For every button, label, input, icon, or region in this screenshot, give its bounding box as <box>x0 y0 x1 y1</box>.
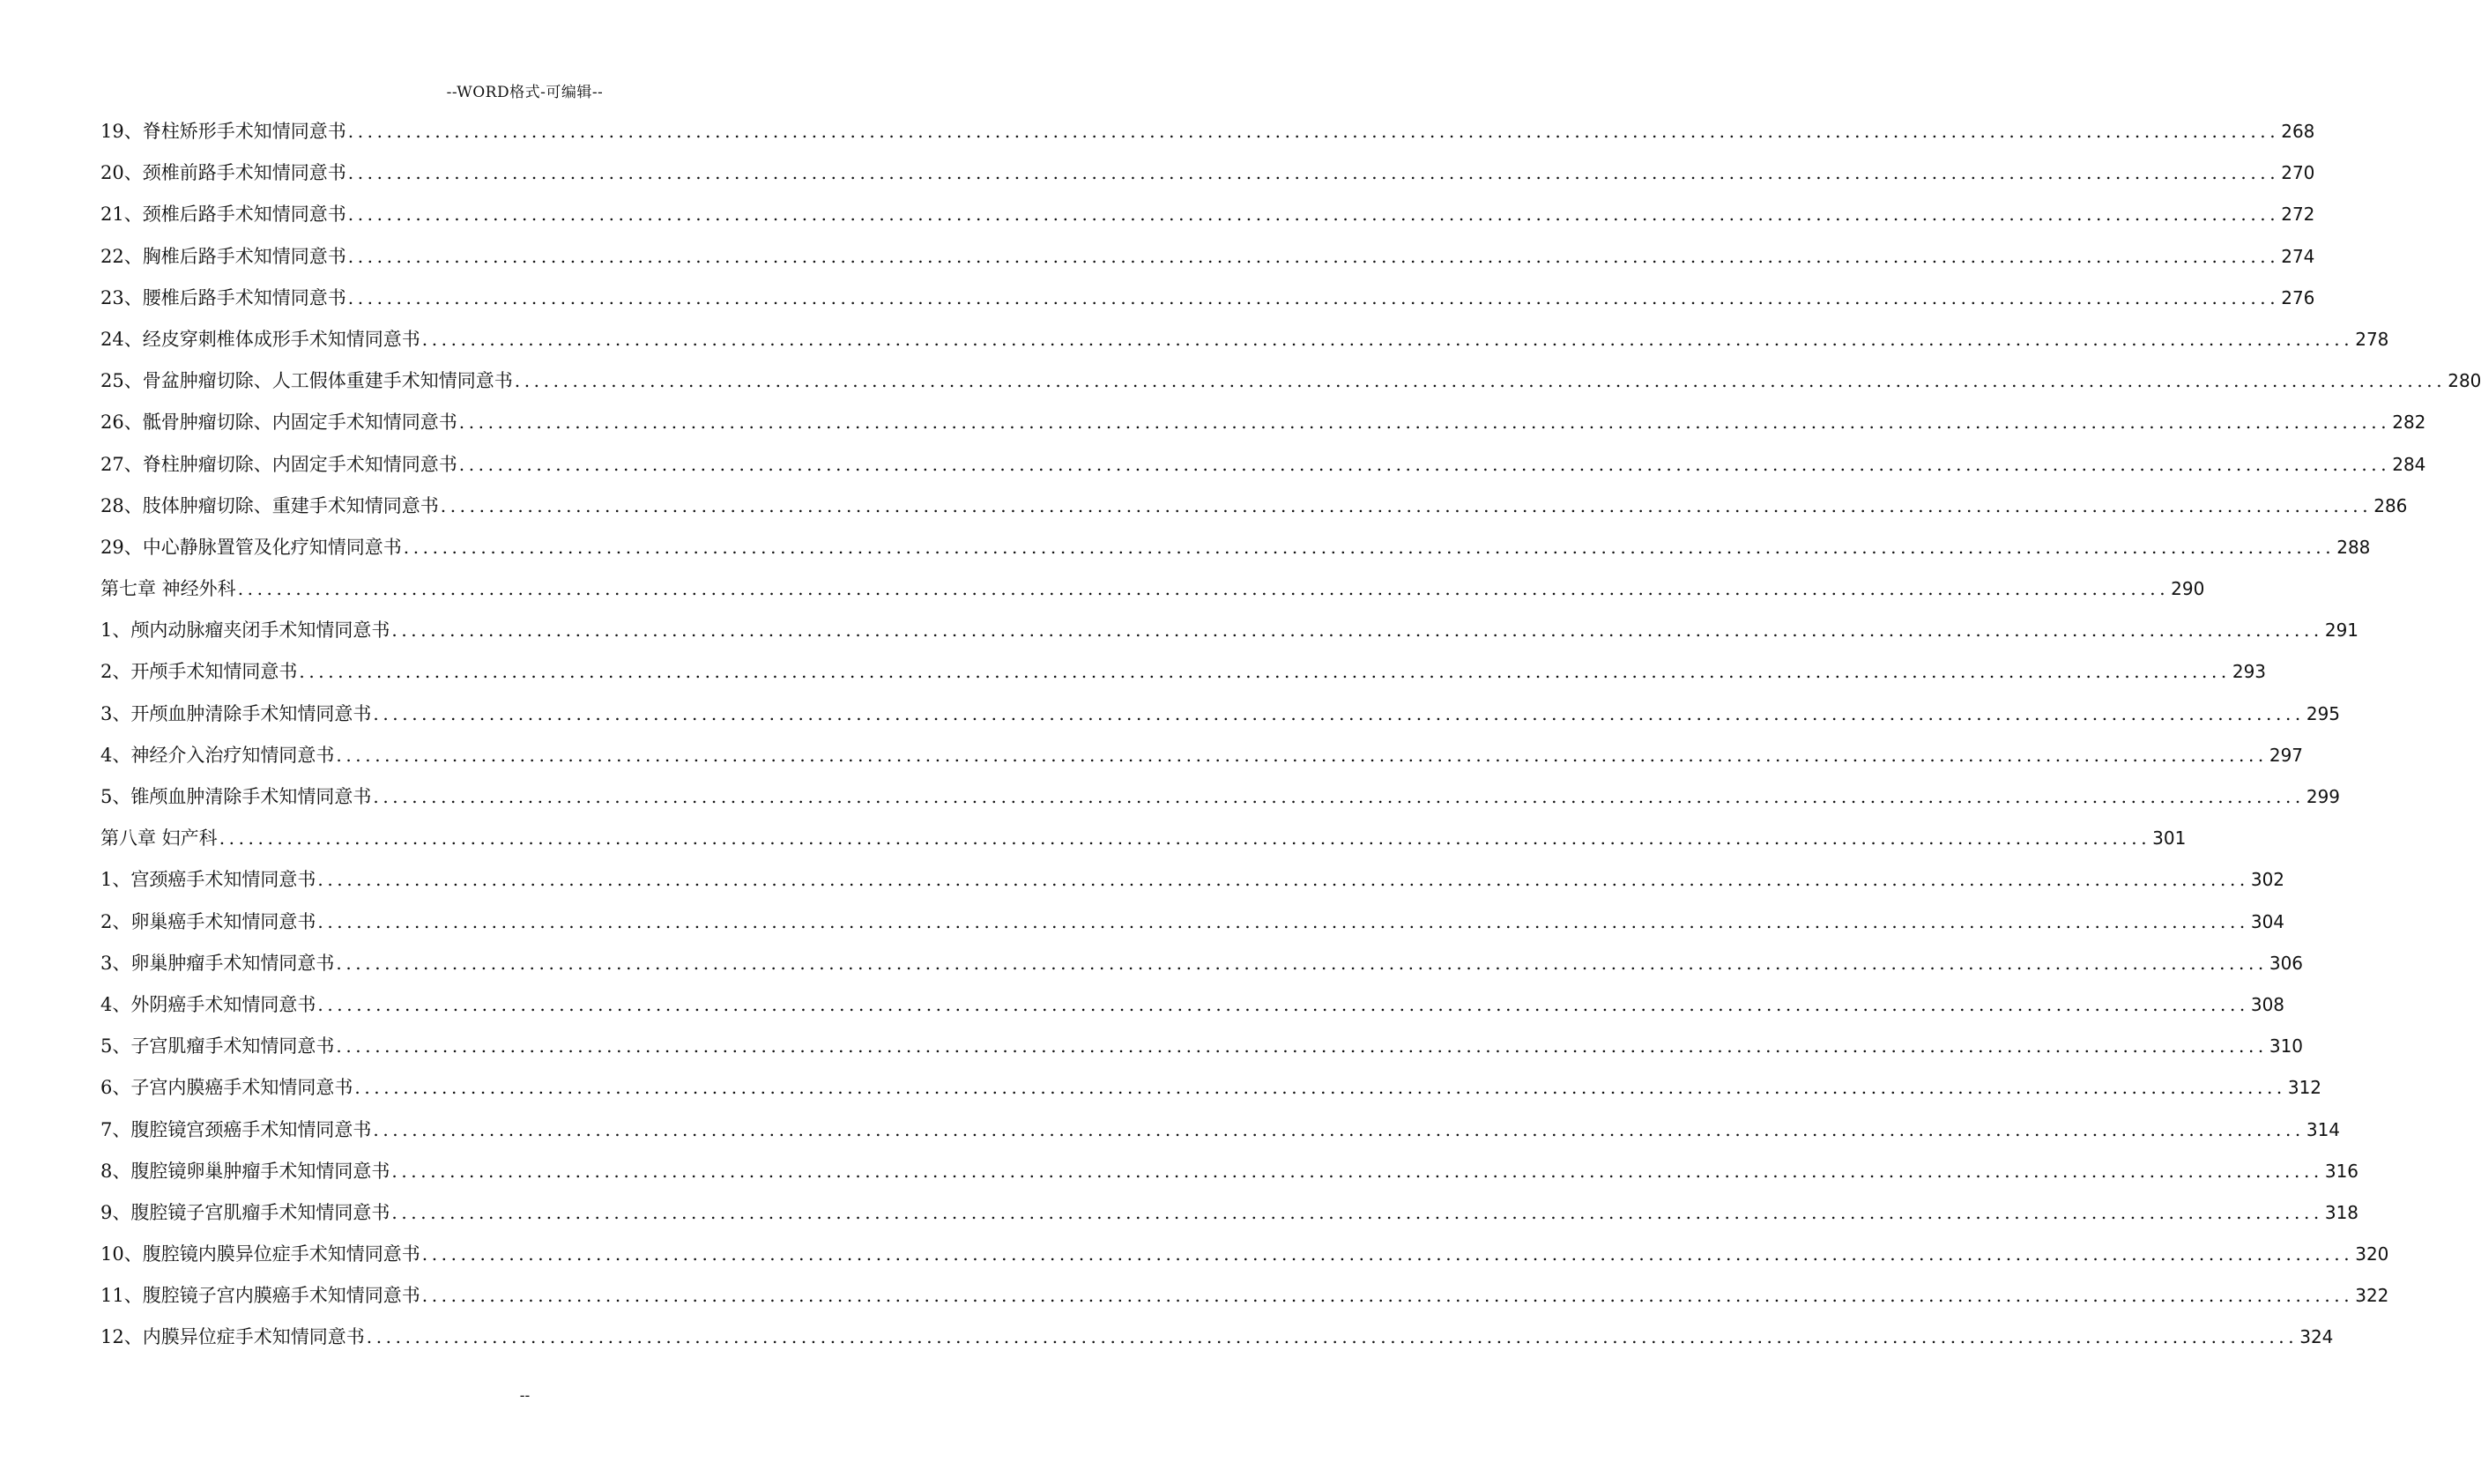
toc-entry-page-number: 293 <box>2232 661 2267 683</box>
toc-entry-page-number: 297 <box>2269 744 2304 766</box>
toc-leader-dots: ........................................................................................................................................................................................................ <box>373 702 2305 724</box>
toc-entry-page-number: 308 <box>2250 993 2285 1015</box>
toc-entry-page-number: 312 <box>2287 1077 2322 1099</box>
toc-entry-title: 1、颅内动脉瘤夹闭手术知情同意书 <box>100 620 390 642</box>
toc-entry-title: 12、内膜异位症手术知情同意书 <box>100 1326 365 1348</box>
toc-entry-title: 11、腹腔镜子宫内膜癌手术知情同意书 <box>100 1285 420 1307</box>
toc-entry-page-number: 306 <box>2269 952 2304 974</box>
toc-entry-title: 23、腰椎后路手术知情同意书 <box>100 286 346 308</box>
toc-entry-title: 1、宫颈癌手术知情同意书 <box>100 869 316 891</box>
toc-leader-dots: ........................................................................................................................................................................................................ <box>421 328 2354 350</box>
toc-entry-title: 9、腹腔镜子宫肌瘤手术知情同意书 <box>100 1201 390 1223</box>
toc-entry-title: 24、经皮穿刺椎体成形手术知情同意书 <box>100 328 420 350</box>
toc-entry[interactable] <box>100 325 2389 367</box>
toc-entry-title: 6、子宫内膜癌手术知情同意书 <box>100 1077 353 1099</box>
toc-entry-title: 4、外阴癌手术知情同意书 <box>100 993 316 1015</box>
toc-leader-dots: ........................................................................................................................................................................................................ <box>514 370 2447 392</box>
toc-entry[interactable] <box>100 657 2267 699</box>
toc-entry[interactable] <box>100 533 2371 575</box>
toc-leader-dots: ........................................................................................................................................................................................................ <box>391 620 2323 642</box>
toc-entry[interactable] <box>100 700 2341 741</box>
toc-leader-dots: ........................................................................................................................................................................................................ <box>347 286 2280 308</box>
toc-entry-page-number: 278 <box>2355 328 2389 350</box>
toc-entry-page-number: 270 <box>2281 162 2315 184</box>
toc-entry[interactable] <box>100 783 2341 824</box>
toc-entry-page-number: 290 <box>2171 578 2205 600</box>
toc-leader-dots: ........................................................................................................................................................................................................ <box>219 827 2151 850</box>
toc-entry-title: 7、腹腔镜宫颈癌手术知情同意书 <box>100 1118 372 1140</box>
toc-leader-dots: ........................................................................................................................................................................................................ <box>354 1077 2286 1099</box>
toc-entry-page-number: 274 <box>2281 245 2315 267</box>
toc-entry[interactable] <box>100 408 2426 449</box>
toc-entry[interactable] <box>100 492 2408 533</box>
toc-entry-page-number: 324 <box>2299 1326 2334 1348</box>
toc-entry-page-number: 314 <box>2306 1118 2341 1140</box>
toc-entry[interactable] <box>100 200 2315 241</box>
toc-entry-page-number: 302 <box>2250 869 2285 891</box>
toc-entry-title: 20、颈椎前路手术知情同意书 <box>100 162 346 184</box>
toc-leader-dots: ........................................................................................................................................................................................................ <box>373 786 2305 807</box>
toc-entry-title: 21、颈椎后路手术知情同意书 <box>100 204 346 226</box>
toc-leader-dots: ........................................................................................................................................................................................................ <box>299 661 2231 683</box>
toc-entry[interactable] <box>100 1032 2304 1073</box>
toc-leader-dots: ........................................................................................................................................................................................................ <box>391 1201 2323 1223</box>
toc-entry-page-number: 268 <box>2281 121 2315 142</box>
toc-entry-page-number: 276 <box>2281 286 2315 308</box>
toc-leader-dots: ........................................................................................................................................................................................................ <box>317 993 2249 1015</box>
toc-entry[interactable] <box>100 367 2481 408</box>
toc-entry-title: 2、开颅手术知情同意书 <box>100 661 298 683</box>
page-header: --WORD格式-可编辑-- <box>446 84 604 101</box>
toc-entry[interactable] <box>100 284 2315 325</box>
toc-entry-title: 5、锥颅血肿清除手术知情同意书 <box>100 786 372 807</box>
toc-leader-dots: ........................................................................................................................................................................................................ <box>391 1160 2323 1182</box>
toc-entry-page-number: 322 <box>2355 1285 2389 1307</box>
toc-leader-dots: ........................................................................................................................................................................................................ <box>347 204 2280 226</box>
toc-entry-title: 26、骶骨肿瘤切除、内固定手术知情同意书 <box>100 412 457 434</box>
toc-entry[interactable] <box>100 991 2285 1032</box>
toc-entry[interactable] <box>100 1240 2389 1281</box>
toc-entry-page-number: 320 <box>2355 1243 2389 1265</box>
toc-entry[interactable] <box>100 908 2285 949</box>
toc-entry[interactable] <box>100 949 2304 991</box>
toc-entry[interactable] <box>100 242 2315 284</box>
toc-entry-page-number: 272 <box>2281 204 2315 226</box>
toc-entry[interactable] <box>100 1281 2389 1323</box>
toc-entry-title: 10、腹腔镜内膜异位症手术知情同意书 <box>100 1243 420 1265</box>
toc-entry[interactable] <box>100 1198 2359 1240</box>
toc-entry[interactable] <box>100 616 2359 657</box>
toc-entry[interactable] <box>100 741 2304 783</box>
toc-entry-title: 第八章 妇产科 <box>100 827 218 850</box>
toc-leader-dots: ........................................................................................................................................................................................................ <box>421 1243 2354 1265</box>
toc-entry[interactable] <box>100 117 2315 159</box>
toc-leader-dots: ........................................................................................................................................................................................................ <box>373 1118 2305 1140</box>
toc-entry[interactable] <box>100 1116 2341 1157</box>
toc-entry-page-number: 282 <box>2392 412 2426 434</box>
toc-entry-title: 25、骨盆肿瘤切除、人工假体重建手术知情同意书 <box>100 370 513 392</box>
toc-leader-dots: ........................................................................................................................................................................................................ <box>403 536 2336 558</box>
page-footer: -- <box>519 1387 531 1405</box>
toc-entry-title: 3、开颅血肿清除手术知情同意书 <box>100 702 372 724</box>
table-of-contents <box>100 117 2481 1365</box>
toc-leader-dots: ........................................................................................................................................................................................................ <box>336 1035 2268 1057</box>
toc-entry-title: 3、卵巢肿瘤手术知情同意书 <box>100 952 335 974</box>
toc-entry[interactable] <box>100 575 2205 616</box>
toc-leader-dots: ........................................................................................................................................................................................................ <box>440 494 2373 516</box>
toc-entry-title: 22、胸椎后路手术知情同意书 <box>100 245 346 267</box>
toc-entry-title: 29、中心静脉置管及化疗知情同意书 <box>100 536 402 558</box>
toc-leader-dots: ........................................................................................................................................................................................................ <box>317 910 2249 932</box>
toc-entry-title: 28、肢体肿瘤切除、重建手术知情同意书 <box>100 494 439 516</box>
toc-entry-title: 2、卵巢癌手术知情同意书 <box>100 910 316 932</box>
toc-leader-dots: ........................................................................................................................................................................................................ <box>347 162 2280 184</box>
toc-entry-page-number: 301 <box>2152 827 2187 850</box>
toc-entry-page-number: 291 <box>2324 620 2359 642</box>
toc-entry-page-number: 310 <box>2269 1035 2304 1057</box>
toc-entry[interactable] <box>100 1073 2322 1115</box>
toc-entry-page-number: 316 <box>2324 1160 2359 1182</box>
toc-entry-title: 4、神经介入治疗知情同意书 <box>100 744 335 766</box>
toc-entry[interactable] <box>100 824 2187 865</box>
toc-leader-dots: ........................................................................................................................................................................................................ <box>237 578 2170 600</box>
toc-entry-page-number: 284 <box>2392 453 2426 475</box>
toc-entry[interactable] <box>100 1323 2334 1364</box>
toc-leader-dots: ........................................................................................................................................................................................................ <box>458 412 2391 434</box>
toc-entry-title: 27、脊柱肿瘤切除、内固定手术知情同意书 <box>100 453 457 475</box>
toc-entry[interactable] <box>100 159 2315 200</box>
toc-leader-dots: ........................................................................................................................................................................................................ <box>336 952 2268 974</box>
toc-entry-page-number: 299 <box>2306 786 2341 807</box>
toc-leader-dots: ........................................................................................................................................................................................................ <box>347 245 2280 267</box>
toc-leader-dots: ........................................................................................................................................................................................................ <box>347 121 2280 142</box>
toc-entry-page-number: 280 <box>2448 370 2481 392</box>
toc-entry[interactable] <box>100 865 2285 907</box>
toc-leader-dots: ........................................................................................................................................................................................................ <box>317 869 2249 891</box>
toc-entry-title: 19、脊柱矫形手术知情同意书 <box>100 121 346 142</box>
toc-entry-page-number: 304 <box>2250 910 2285 932</box>
toc-entry-title: 第七章 神经外科 <box>100 578 236 600</box>
toc-leader-dots: ........................................................................................................................................................................................................ <box>458 453 2391 475</box>
toc-leader-dots: ........................................................................................................................................................................................................ <box>336 744 2268 766</box>
toc-entry[interactable] <box>100 450 2426 492</box>
toc-leader-dots: ........................................................................................................................................................................................................ <box>366 1326 2299 1348</box>
toc-leader-dots: ........................................................................................................................................................................................................ <box>421 1285 2354 1307</box>
toc-entry-page-number: 295 <box>2306 702 2341 724</box>
toc-entry-page-number: 318 <box>2324 1201 2359 1223</box>
toc-entry-title: 5、子宫肌瘤手术知情同意书 <box>100 1035 335 1057</box>
toc-entry[interactable] <box>100 1157 2359 1198</box>
toc-entry-title: 8、腹腔镜卵巢肿瘤手术知情同意书 <box>100 1160 390 1182</box>
toc-entry-page-number: 288 <box>2336 536 2371 558</box>
toc-entry-page-number: 286 <box>2373 494 2408 516</box>
